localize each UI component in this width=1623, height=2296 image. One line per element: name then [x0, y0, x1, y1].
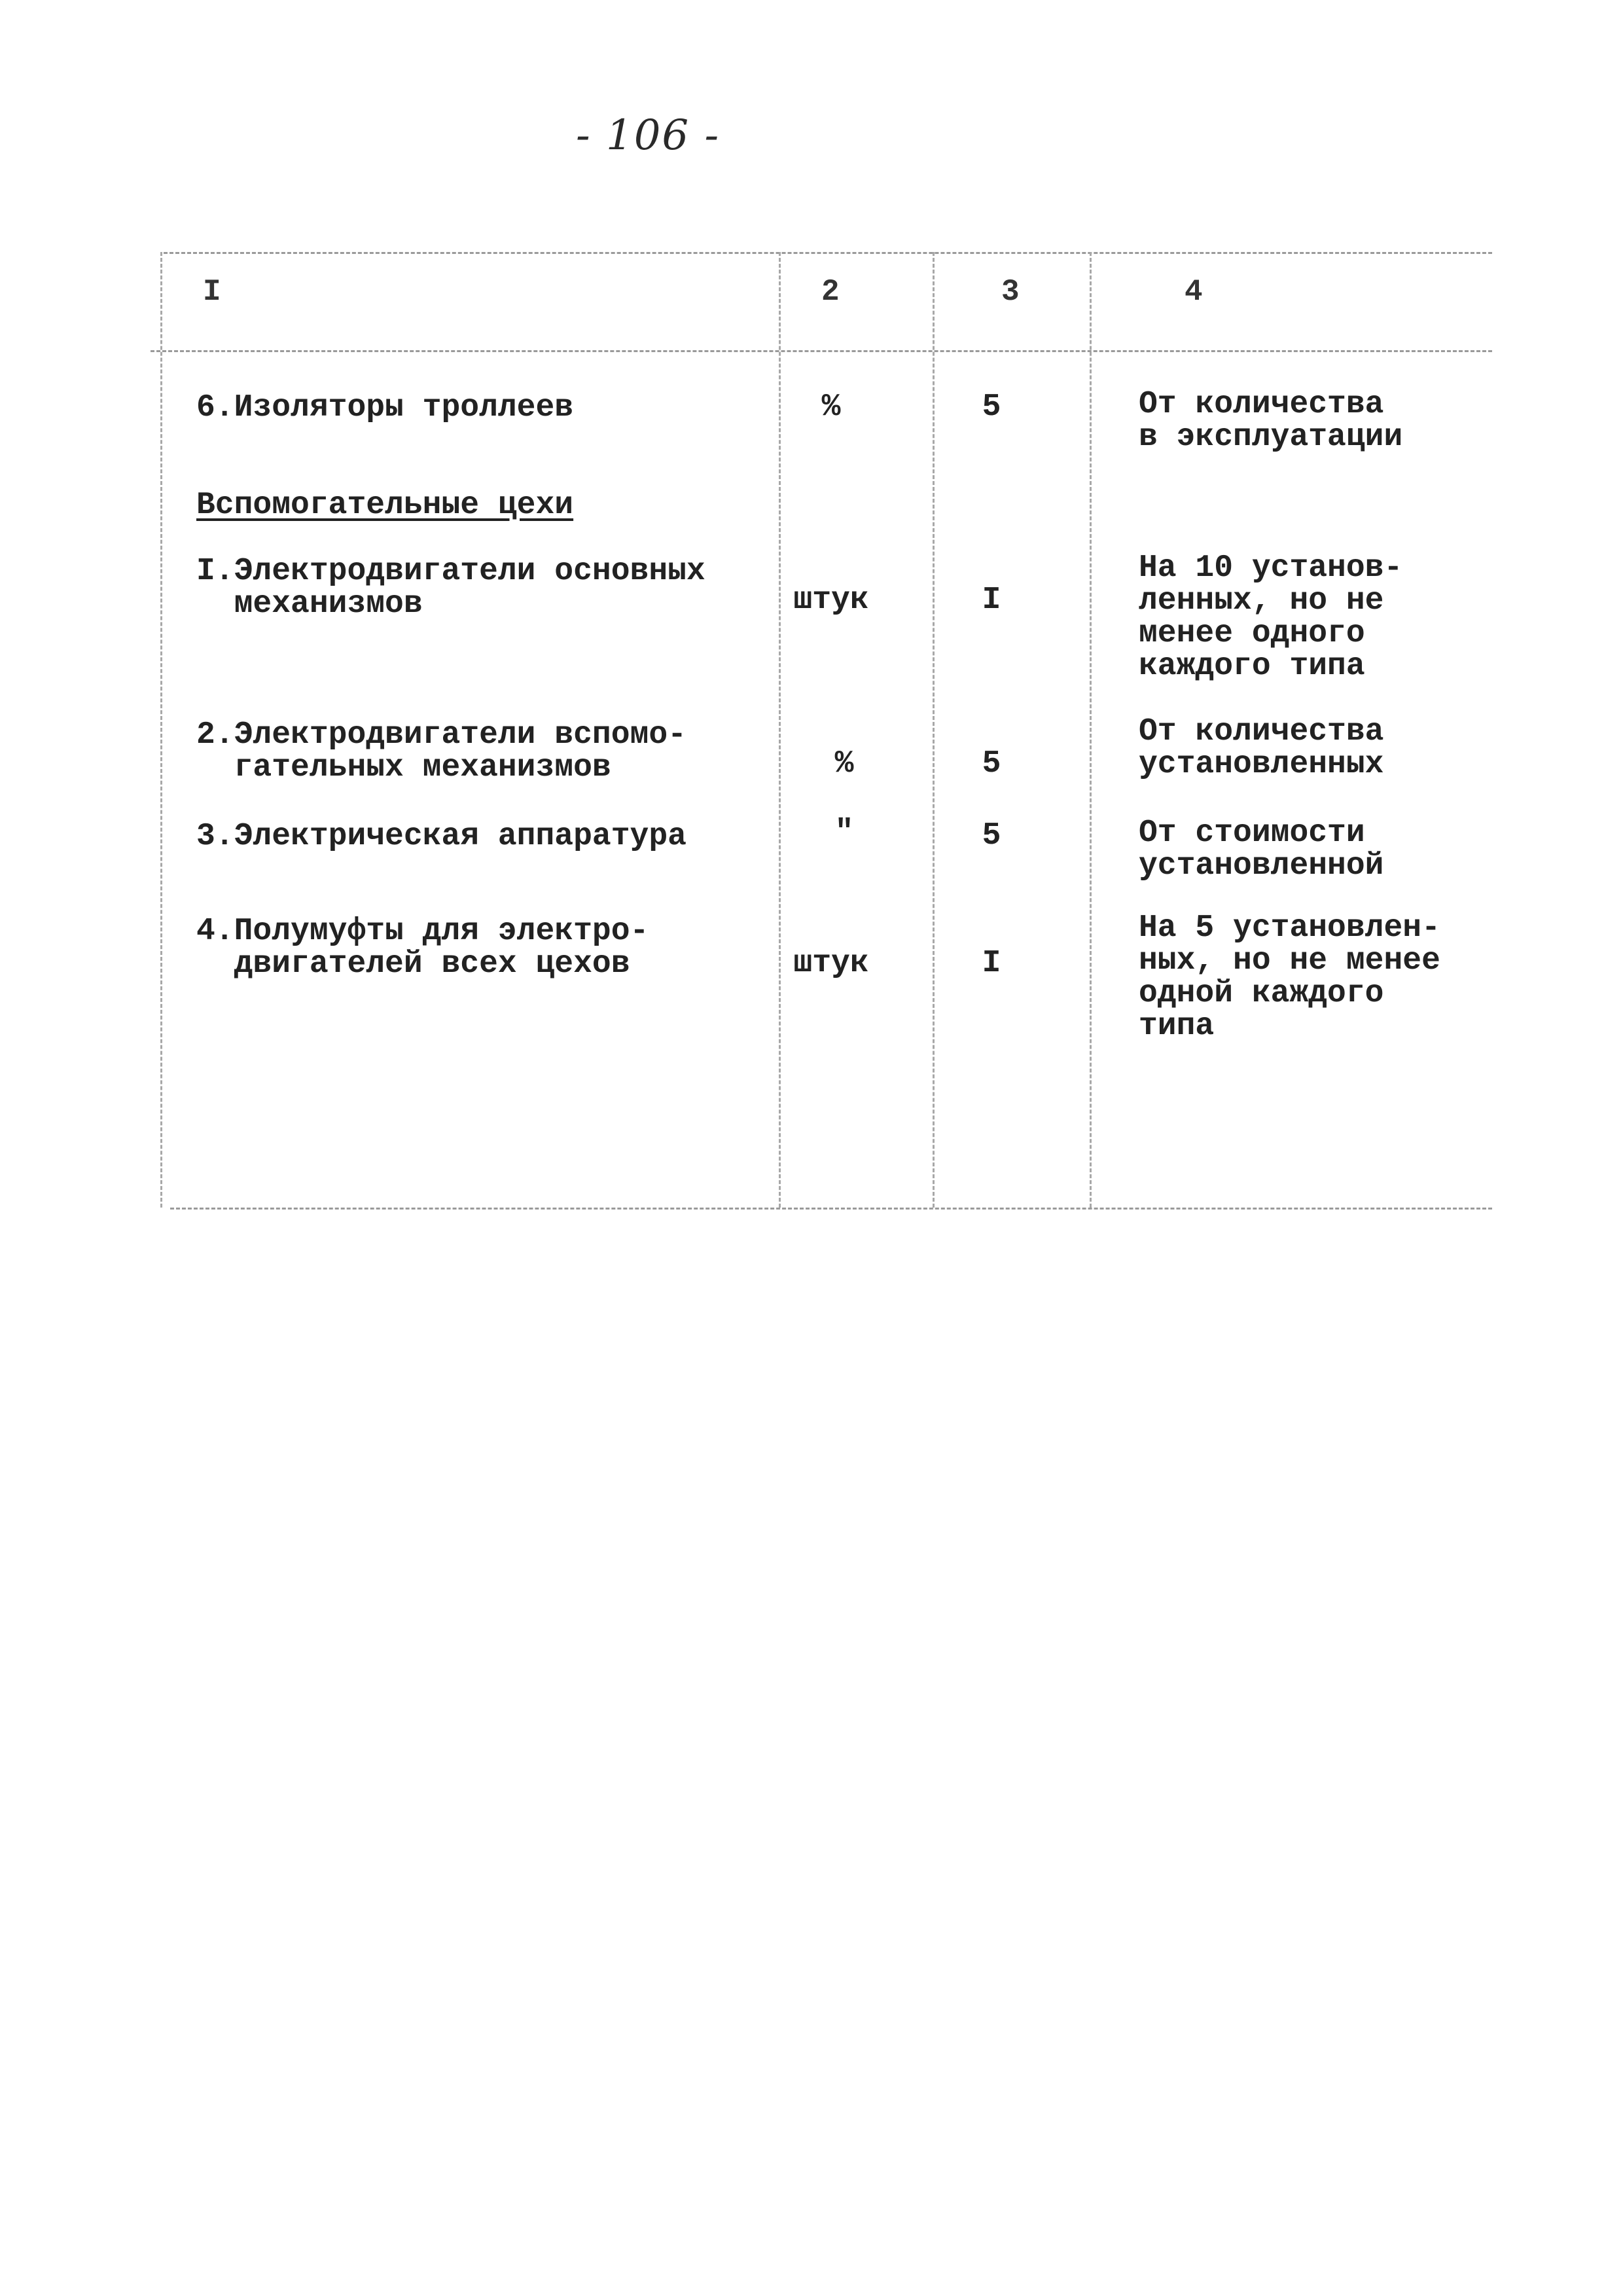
table-left-border: [160, 252, 162, 1208]
row-3-note-line: От стоимости: [1139, 816, 1365, 851]
row-4-note-line: одной каждого: [1139, 976, 1384, 1011]
row-1-note-line: менее одного: [1139, 616, 1365, 651]
row-2-note-line: От количества: [1139, 714, 1384, 749]
row-4-name-line: 4.Полумуфты для электро-: [196, 914, 649, 949]
column-divider-3: [1090, 252, 1092, 1208]
row-3-name-line: 3.Электрическая аппаратура: [196, 819, 687, 854]
row-1-note-line: ленных, но не: [1139, 583, 1384, 619]
row-2-value: 5: [982, 746, 1001, 781]
section-heading: Вспомогательные цехи: [196, 488, 574, 523]
row-4-name-line: двигателей всех цехов: [196, 946, 630, 982]
row-1-note-line: На 10 установ-: [1139, 550, 1403, 586]
row-4-note-line: ных, но не менее: [1139, 943, 1440, 978]
column-number-4: 4: [1185, 275, 1203, 309]
row-2-name-line: 2.Электродвигатели вспомо-: [196, 717, 687, 753]
row-top-note-line: в эксплуатации: [1139, 420, 1403, 455]
column-number-1: I: [203, 275, 221, 309]
row-3-unit: ": [834, 815, 854, 850]
row-1-note-line: каждого типа: [1139, 649, 1365, 684]
row-top-unit: %: [821, 389, 841, 425]
row-top-value: 5: [982, 389, 1001, 425]
row-4-unit: штук: [793, 946, 869, 981]
row-2-note-line: установленных: [1139, 747, 1384, 782]
row-2-unit: %: [834, 746, 854, 781]
row-1-name-line: I.Электродвигатели основных: [196, 554, 705, 589]
row-1-name-line: механизмов: [196, 586, 423, 622]
row-4-value: I: [982, 946, 1001, 981]
row-top-name: 6.Изоляторы троллеев: [196, 390, 574, 425]
column-number-2: 2: [821, 275, 840, 309]
table-top-border: [164, 252, 1492, 254]
row-4-note-line: типа: [1139, 1009, 1215, 1044]
column-number-3: 3: [1001, 275, 1020, 309]
table-bottom-border: [170, 1208, 1492, 1210]
row-2-name-line: гательных механизмов: [196, 750, 611, 785]
row-top-note-line: От количества: [1139, 387, 1384, 422]
table-header-border: [151, 350, 1492, 352]
page-number: - 106 -: [576, 111, 721, 160]
row-3-value: 5: [982, 818, 1001, 853]
row-1-unit: штук: [793, 583, 869, 618]
row-1-value: I: [982, 583, 1001, 618]
row-4-note-line: На 5 установлен-: [1139, 910, 1440, 946]
row-3-note-line: установленной: [1139, 848, 1384, 884]
